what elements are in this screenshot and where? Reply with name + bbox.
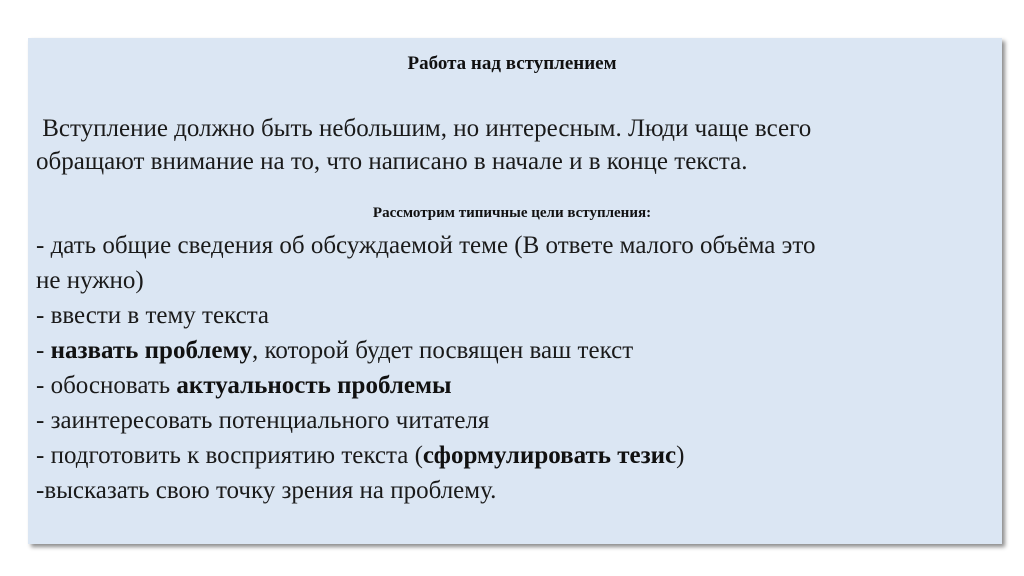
goal-item (36, 333, 996, 368)
goal-text: -высказать свою точку зрения на проблему. (36, 477, 497, 504)
goal-item (36, 473, 996, 508)
goal-bold: актуальность проблемы (176, 372, 452, 399)
goal-bold: назвать проблему (50, 337, 252, 364)
goal-post: ) (676, 442, 685, 469)
goal-item (36, 438, 996, 473)
intro-paragraph (36, 112, 996, 178)
goal-pre: - (36, 337, 51, 364)
goals-list (36, 228, 996, 508)
intro-line-1: Вступление должно быть небольшим, но интересным. Люди чаще всего (36, 115, 812, 142)
slide-title: Работа над вступлением (407, 53, 617, 74)
goal-bold: сформулировать тезис (422, 442, 677, 469)
goal-item (36, 263, 996, 298)
intro-line-2: обращают внимание на то, что написано в начале и в конце текста. (36, 148, 748, 175)
goal-item (36, 368, 996, 403)
goals-subtitle: Рассмотрим типичные цели вступления: (372, 205, 652, 221)
goal-item (36, 298, 996, 333)
goal-text: - дать общие сведения об обсуждаемой теме (В ответе малого объёма это (36, 232, 816, 259)
goal-text: - ввести в тему текста (36, 302, 270, 329)
goal-item (36, 403, 996, 438)
goal-text: - заинтересовать потенциального читателя (36, 407, 490, 434)
goal-post: , которой будет посвящен ваш текст (251, 337, 634, 364)
goal-pre: - обосновать (36, 372, 177, 399)
goal-text: не нужно) (36, 267, 144, 294)
goal-pre: - подготовить к восприятию текста ( (36, 442, 423, 469)
goal-item (36, 228, 996, 263)
